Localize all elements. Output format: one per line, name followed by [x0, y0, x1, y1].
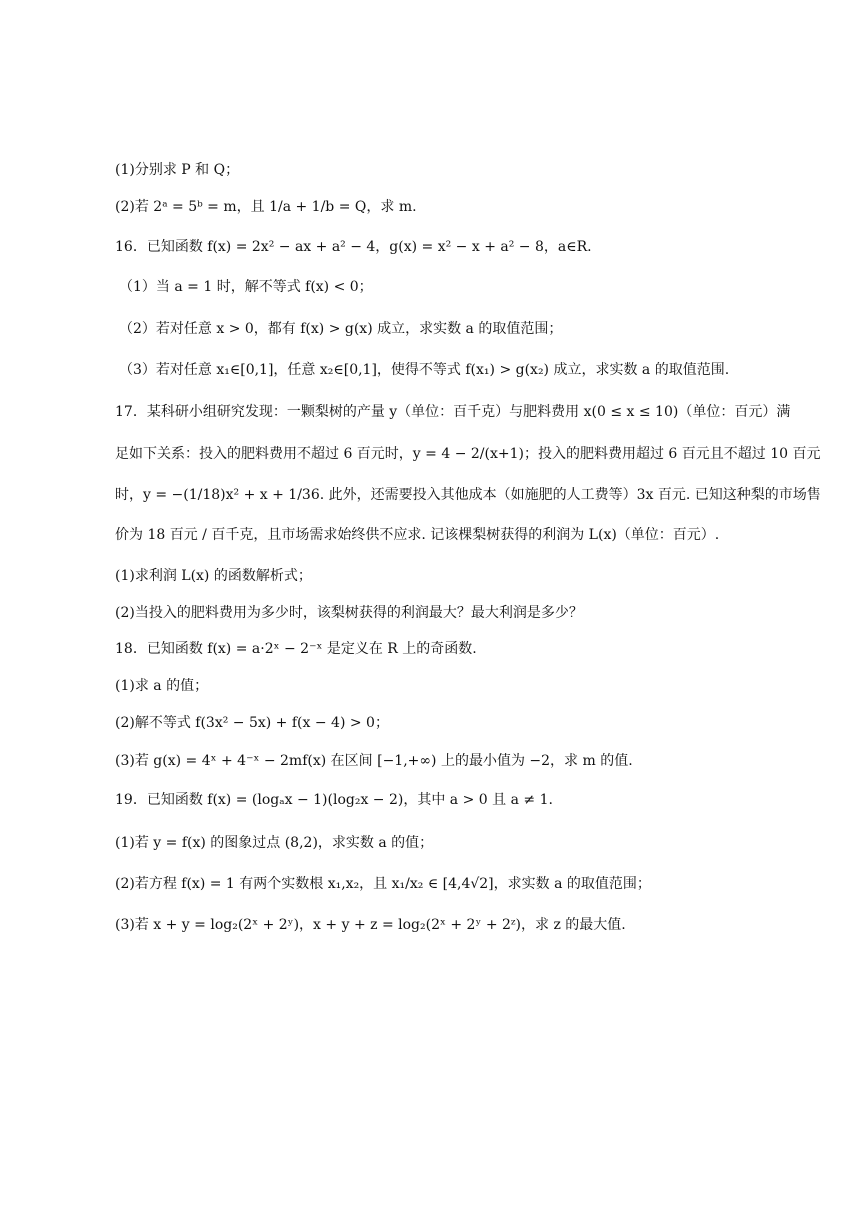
text-line: 价为 18 百元 / 百千克，且市场需求始终供不应求. 记该棵梨树获得的利润为 L(x)（单位：百元）.: [115, 527, 720, 543]
problem-18-heading: 18．已知函数 f(x) = a·2ˣ − 2⁻ˣ 是定义在 R 上的奇函数.: [115, 641, 477, 657]
text-line: (2)当投入的肥料费用为多少时，该梨树获得的利润最大？最大利润是多少？: [115, 605, 583, 621]
text-line: (2)若方程 f(x) = 1 有两个实数根 x₁,x₂，且 x₁/x₂ ∈ [4,4√2]，求实数 a 的取值范围；: [115, 876, 651, 892]
text-line: (3)若 x + y = log₂(2ˣ + 2ʸ)，x + y + z = log₂(2ˣ + 2ʸ + 2ᶻ)，求 z 的最大值.: [115, 917, 626, 933]
text-line: (1)分别求 P 和 Q；: [115, 162, 240, 178]
problem-16-heading: 16．已知函数 f(x) = 2x² − ax + a² − 4，g(x) = x² − x + a² − 8，a∈R.: [115, 239, 592, 255]
text-line: (1)求 a 的值；: [115, 678, 209, 694]
text-line: 时，y = −(1/18)x² + x + 1/36. 此外，还需要投入其他成本（如施肥的人工费等）3x 百元. 已知这种梨的市场售: [115, 487, 821, 503]
text-line: （1）当 a = 1 时，解不等式 f(x) < 0；: [119, 279, 373, 295]
text-line: (1)求利润 L(x) 的函数解析式；: [115, 568, 312, 584]
text-line: (3)若 g(x) = 4ˣ + 4⁻ˣ − 2mf(x) 在区间 [−1,+∞) 上的最小值为 −2，求 m 的值.: [115, 753, 633, 769]
text-line: （2）若对任意 x > 0，都有 f(x) > g(x) 成立，求实数 a 的取值范围；: [119, 321, 563, 337]
text-line: 足如下关系：投入的肥料费用不超过 6 百元时，y = 4 − 2/(x+1)；投入的肥料费用超过 6 百元且不超过 10 百元: [115, 446, 821, 462]
text-line: （3）若对任意 x₁∈[0,1]，任意 x₂∈[0,1]，使得不等式 f(x₁) > g(x₂) 成立，求实数 a 的取值范围.: [119, 362, 730, 378]
text-line: (2)若 2ᵃ = 5ᵇ = m，且 1/a + 1/b = Q，求 m.: [115, 199, 417, 215]
problem-19-heading: 19．已知函数 f(x) = (logₐx − 1)(log₂x − 2)，其中 a > 0 且 a ≠ 1.: [115, 792, 553, 808]
problem-17-heading: 17．某科研小组研究发现：一颗梨树的产量 y（单位：百千克）与肥料费用 x(0 ≤ x ≤ 10)（单位：百元）满: [115, 404, 791, 420]
text-line: (1)若 y = f(x) 的图象过点 (8,2)，求实数 a 的值；: [115, 835, 434, 851]
text-line: (2)解不等式 f(3x² − 5x) + f(x − 4) > 0；: [115, 715, 389, 731]
